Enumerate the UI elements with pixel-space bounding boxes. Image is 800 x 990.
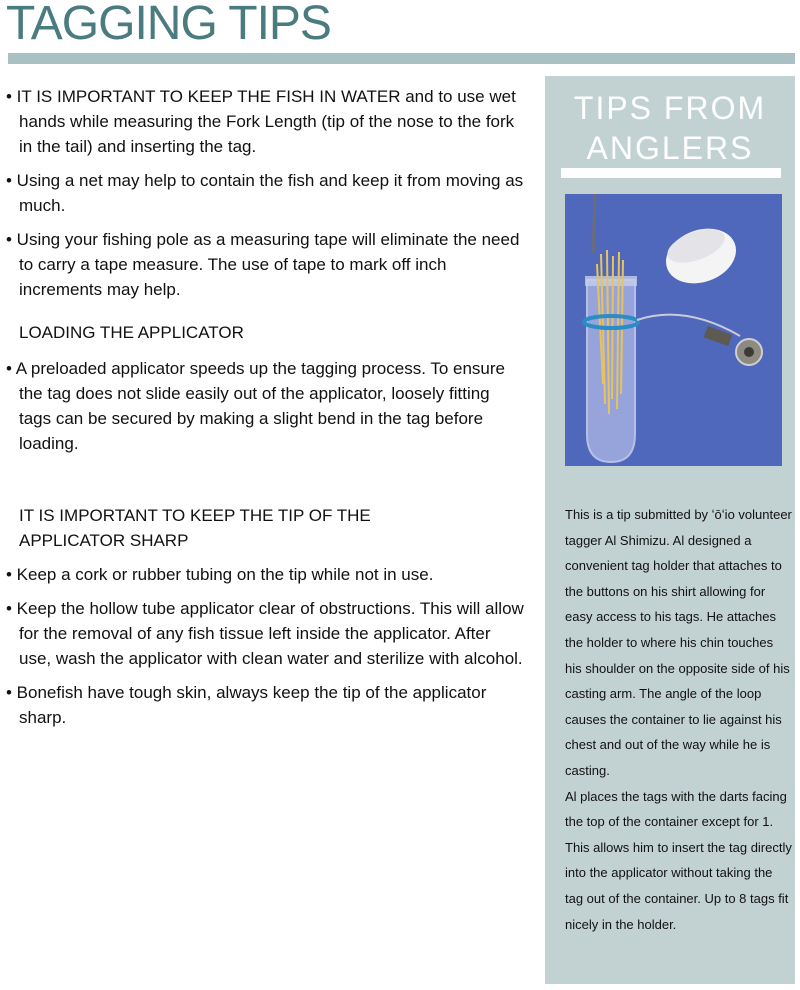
tip-cork-on-tip: • Keep a cork or rubber tubing on the tip while not in use.	[6, 565, 434, 584]
tip-keep-fish-in-water: • IT IS IMPORTANT TO KEEP THE FISH IN WATER and to use wet hands while measuring the Fork Length (tip of the nose to the fork in the tail) and inserting the tag.	[6, 87, 516, 156]
tag-holder-photo	[565, 194, 782, 466]
tip-preloaded-applicator: • A preloaded applicator speeds up the tagging process. To ensure the tag does not slide easily out of the applicator, loosely fitting tags can be secured by making a slight bend in the tag before loading.	[6, 359, 505, 453]
tip-use-net: • Using a net may help to contain the fish and keep it from moving as much.	[6, 171, 524, 215]
caption-paragraph-1: This is a tip submitted by ʻōʻio volunteer tagger Al Shimizu. Al designed a convenient tag holder that attaches to the buttons on his shirt allowing for easy access to his tags. He attaches the holder to where his chin touches his shoulder on the opposite side of his casting arm. The angle of the loop causes the container to lie against his chest and out of the way while he is casting.	[565, 507, 792, 778]
tip-clear-obstructions: • Keep the hollow tube applicator clear of obstructions. This will allow for the removal of any fish tissue left inside the applicator. After use, wash the applicator with clean water and sterilize with alcohol.	[6, 599, 524, 668]
heading-keep-tip-sharp-line-2: APPLICATOR SHARP	[19, 531, 189, 550]
sidebar-divider	[561, 168, 781, 178]
heading-keep-tip-sharp	[19, 503, 526, 553]
heading-loading-applicator: LOADING THE APPLICATOR	[19, 323, 244, 342]
heading-keep-tip-sharp-line-1: IT IS IMPORTANT TO KEEP THE TIP OF THE	[19, 506, 371, 525]
tip-fishing-pole-measure: • Using your fishing pole as a measuring tape will eliminate the need to carry a tape measure. The use of tape to mark off inch increments may help.	[6, 230, 520, 299]
title-divider	[8, 53, 795, 64]
page-title: TAGGING TIPS	[6, 0, 331, 50]
sidebar-title-line-2: ANGLERS	[586, 130, 754, 166]
caption-paragraph-2: Al places the tags with the darts facing the top of the container except for 1. This allows him to insert the tag directly into the applicator without taking the tag out of the container. Up to 8 tags fit nicely in the holder.	[565, 788, 792, 932]
tips-column	[6, 84, 526, 739]
tips-from-anglers-sidebar	[545, 76, 795, 984]
tag-holder-illustration	[565, 194, 782, 466]
sidebar-title	[545, 88, 795, 168]
sidebar-title-line-1: TIPS FROM	[573, 90, 767, 126]
tip-bonefish-skin: • Bonefish have tough skin, always keep the tip of the applicator sharp.	[6, 683, 487, 727]
photo-caption	[565, 502, 793, 937]
